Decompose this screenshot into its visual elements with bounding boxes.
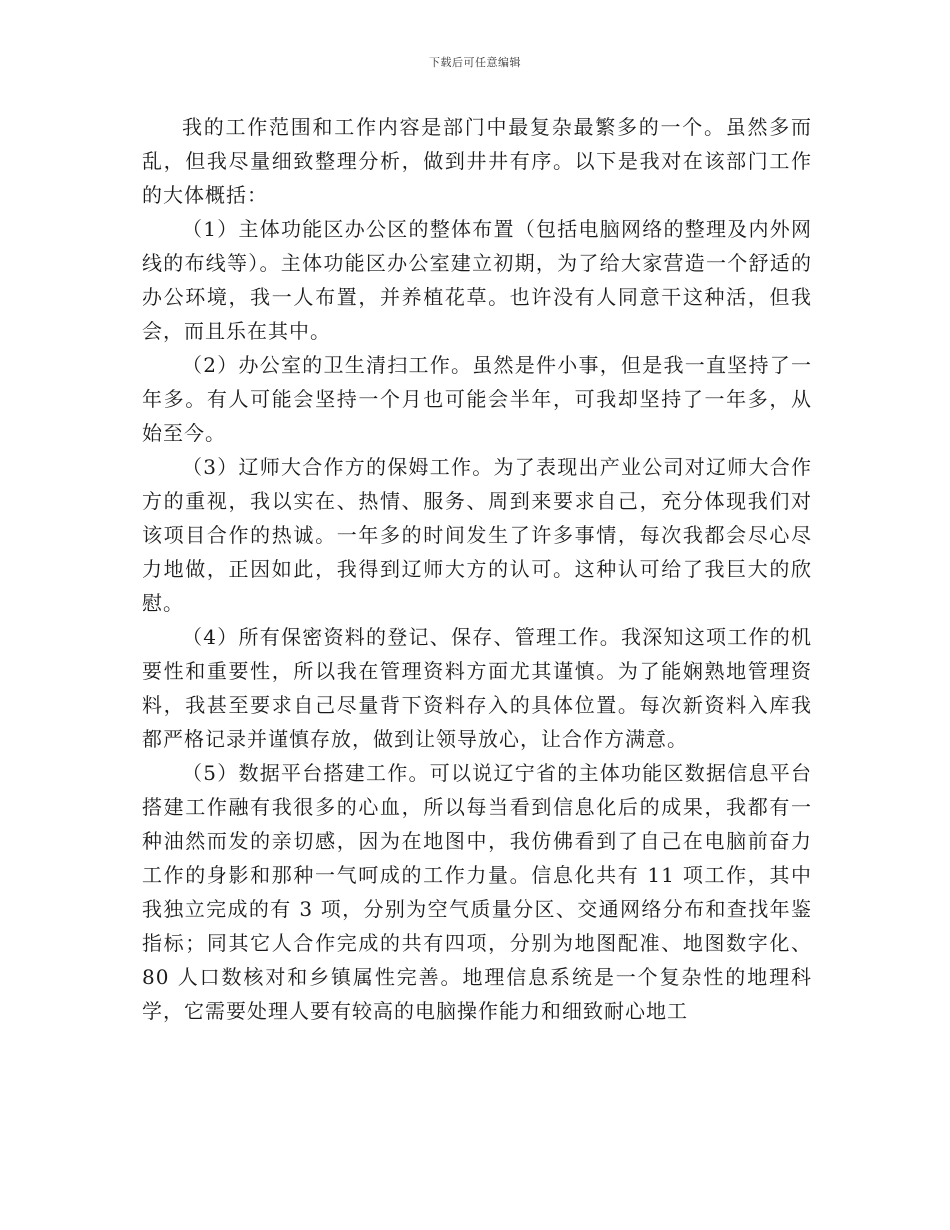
- paragraph-item-5: （5）数据平台搭建工作。可以说辽宁省的主体功能区数据信息平台搭建工作融有我很多的心血，所以每当看到信息化后的成果，我都有一种油然而发的亲切感，因为在地图中，我仿佛看到了自己在电脑前奋力工作的身影和那种一气呵成的工作力量。信息化共有 11 项工作，其中我独立完成的有 3 项，分别为空气质量分区、交通网络分布和查找年鉴指标；同其它人合作完成的共有四项，分别为地图配准、地图数字化、80 人口数核对和乡镇属性完善。地理信息系统是一个复杂性的地理科学，它需要处理人要有较高的电脑操作能力和细致耐心地工: [142, 761, 812, 1023]
- document-body: [142, 110, 812, 1028]
- paragraph-item-3: （3）辽师大合作方的保姆工作。为了表现出产业公司对辽师大合作方的重视，我以实在、热情、服务、周到来要求自己，充分体现我们对该项目合作的热诚。一年多的时间发生了许多事情，每次我都会尽心尽力地做，正因如此，我得到辽师大方的认可。这种认可给了我巨大的欣慰。: [142, 455, 812, 615]
- paragraph-item-2: （2）办公室的卫生清扫工作。虽然是件小事，但是我一直坚持了一年多。有人可能会坚持一个月也可能会半年，可我却坚持了一年多，从始至今。: [142, 353, 812, 445]
- page-header: 下载后可任意编辑: [429, 56, 521, 69]
- paragraph-item-1: （1）主体功能区办公区的整体布置（包括电脑网络的整理及内外网线的布线等）。主体功能区办公室建立初期，为了给大家营造一个舒适的办公环境，我一人布置，并养植花草。也许没有人同意干这种活，但我会，而且乐在其中。: [142, 217, 812, 343]
- paragraph-intro: 我的工作范围和工作内容是部门中最复杂最繁多的一个。虽然多而乱，但我尽量细致整理分析，做到井井有序。以下是我对在该部门工作的大体概括：: [142, 115, 812, 207]
- paragraph-item-4: （4）所有保密资料的登记、保存、管理工作。我深知这项工作的机要性和重要性，所以我在管理资料方面尤其谨慎。为了能娴熟地管理资料，我甚至要求自己尽量背下资料存入的具体位置。每次新资料入库我都严格记录并谨慎存放，做到让领导放心，让合作方满意。: [142, 625, 812, 751]
